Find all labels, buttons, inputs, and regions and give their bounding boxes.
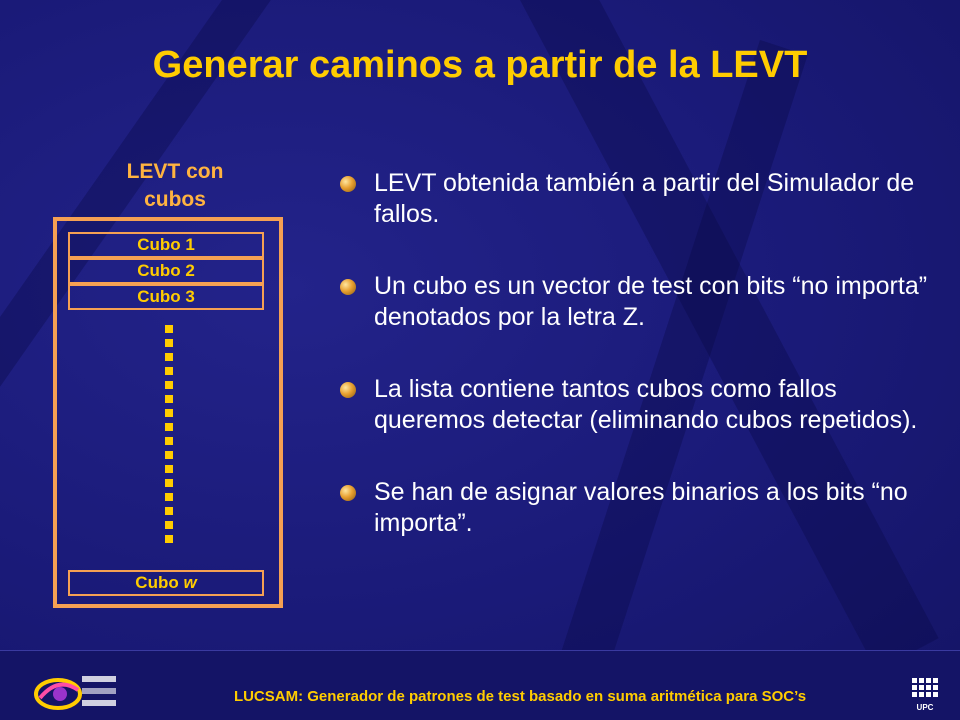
cube-2: Cubo 2 [68, 258, 264, 284]
bullet-sphere-icon [340, 279, 356, 295]
footer-bar [0, 650, 960, 720]
upc-logo-text: UPC [916, 703, 934, 712]
cube-w [68, 570, 264, 596]
cube-w-prefix: Cubo [135, 573, 184, 592]
cube-1: Cubo 1 [68, 232, 264, 258]
bullet-item [340, 168, 940, 230]
bullet-sphere-icon [340, 382, 356, 398]
bullet-text: Un cubo es un vector de test con bits “no importa” denotados por la letra Z. [374, 272, 928, 331]
cube-w-var: w [183, 573, 197, 592]
levt-label-line2: cubos [144, 188, 206, 211]
bullet-item [340, 271, 940, 333]
bullet-text: LEVT obtenida también a partir del Simulador de fallos. [374, 169, 915, 228]
slide-title: Generar caminos a partir de la LEVT [152, 44, 808, 86]
levt-label [95, 158, 255, 214]
cube-3: Cubo 3 [68, 284, 264, 310]
upc-logo-icon [910, 676, 940, 714]
bullet-sphere-icon [340, 485, 356, 501]
bullet-text: Se han de asignar valores binarios a los bits “no importa”. [374, 478, 908, 537]
bullet-item [340, 477, 940, 539]
bullet-item [340, 374, 940, 436]
bullet-sphere-icon [340, 176, 356, 192]
ellipsis-dots [165, 325, 173, 545]
bullet-list [340, 168, 940, 580]
footer-text: LUCSAM: Generador de patrones de test basado en suma aritmética para SOC’s [233, 688, 807, 705]
levt-label-line1: LEVT con [126, 160, 224, 183]
bullet-text: La lista contiene tantos cubos como fallos queremos detectar (eliminando cubos repetidos). [374, 375, 918, 434]
lucsam-logo-icon [30, 668, 120, 718]
